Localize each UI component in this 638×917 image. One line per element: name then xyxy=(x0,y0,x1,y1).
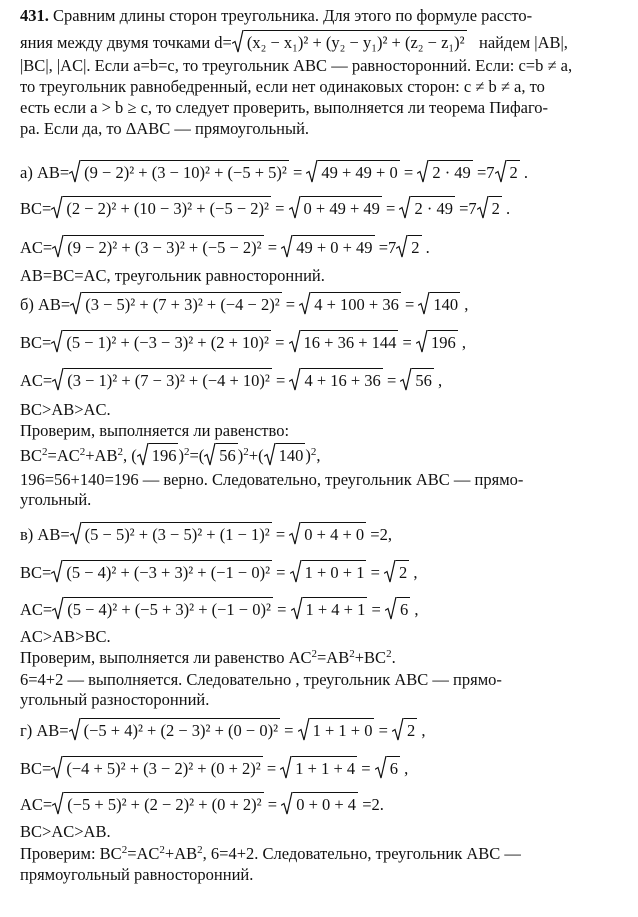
radicand: 1 + 1 + 0 xyxy=(312,721,373,740)
radical xyxy=(63,196,271,220)
radical xyxy=(396,560,409,584)
term: ) xyxy=(178,446,184,465)
radical xyxy=(404,718,417,742)
radical xyxy=(387,756,400,780)
radicand: (5 − 1)² + (−3 − 3)² + (2 + 10)² xyxy=(66,333,269,352)
exponent: 2 xyxy=(159,844,165,856)
exponent: 2 xyxy=(79,446,86,458)
text: =AB xyxy=(317,648,350,667)
radical xyxy=(429,160,473,184)
radicand: 4 + 16 + 36 xyxy=(304,371,381,390)
radical xyxy=(428,330,458,354)
part-v-check xyxy=(20,648,396,668)
radicand: (5 − 4)² + (−3 + 3)² + (−1 − 0)² xyxy=(66,563,271,582)
term: =AC xyxy=(47,446,80,465)
part-b-ab: б) AB= (3 − 5)² + (7 + 3)² + (−4 − 2)² = 4 + 100 + 36 = 140 , xyxy=(20,292,468,316)
radical xyxy=(82,292,281,316)
label: BC= xyxy=(20,333,52,352)
radicand: 2 · 49 xyxy=(414,199,453,218)
label: а) AB= xyxy=(20,163,70,182)
exponent: 2 xyxy=(349,648,355,660)
radicand: 196 xyxy=(430,333,456,352)
radical xyxy=(397,597,410,621)
radical xyxy=(301,368,382,392)
intro-line-3: |BC|, |AC|. Если a=b=c, то треугольник ABC — равносторонний. Если: c=b ≠ a, xyxy=(20,56,573,75)
radicand: 1 + 4 + 1 xyxy=(305,600,366,619)
part-v-ab: в) AB= (5 − 5)² + (3 − 5)² + (1 − 1)² = 0 + 4 + 0 =2, xyxy=(20,522,392,546)
part-g-order: BC>AC>AB. xyxy=(20,822,111,841)
radical xyxy=(311,292,401,316)
part-b-equality xyxy=(20,443,320,467)
radical xyxy=(276,443,306,467)
exponent: 2 xyxy=(197,844,203,856)
exponent: 2 xyxy=(117,446,123,458)
radical xyxy=(216,443,238,467)
result: =7 xyxy=(459,199,477,218)
distance-formula-radical xyxy=(244,30,467,54)
exponent: 2 xyxy=(386,648,392,660)
part-a-conclusion: AB=BC=AC, треугольник равносторонний. xyxy=(20,266,325,285)
part-a-bc: BC= (2 − 2)² + (10 − 3)² + (−5 − 2)² = 0 + 49 + 49 = 2 · 49 =7 2 . xyxy=(20,196,510,220)
radicand: 2 xyxy=(491,199,500,218)
radicand: 0 + 49 + 49 xyxy=(303,199,380,218)
term: +( xyxy=(248,446,264,465)
radical xyxy=(412,368,434,392)
intro-line-2 xyxy=(20,30,568,54)
radicand: (5 − 4)² + (−5 + 3)² + (−1 − 0)² xyxy=(67,600,271,619)
radical xyxy=(81,160,289,184)
exponent: 2 xyxy=(311,648,317,660)
intro-line-5: есть если a > b ≥ c, то следует проверить, выполняется ли теорема Пифаго- xyxy=(20,98,549,117)
term: =( xyxy=(189,446,205,465)
radicand: 49 + 49 + 0 xyxy=(321,163,398,182)
part-g-ab: г) AB= (−5 + 4)² + (2 − 3)² + (0 − 0)² = 1 + 1 + 0 = 2 , xyxy=(20,718,426,742)
text: Проверим, выполняется ли равенство AC xyxy=(20,648,312,667)
radical xyxy=(301,196,382,220)
radical xyxy=(63,330,271,354)
label: AC= xyxy=(20,600,53,619)
radicand: (3 − 5)² + (7 + 3)² + (−4 − 2)² xyxy=(85,295,280,314)
text: , 6=4+2. Следовательно, треугольник ABC — xyxy=(202,844,521,863)
intro-line-6: ра. Если да, то ΔABC — прямоугольный. xyxy=(20,119,310,138)
radical xyxy=(63,560,272,584)
radical xyxy=(64,597,273,621)
label: AC= xyxy=(20,238,53,257)
text: +AB xyxy=(164,844,198,863)
text: +BC xyxy=(354,648,387,667)
radicand: (9 − 2)² + (3 − 10)² + (−5 + 5)² xyxy=(84,163,287,182)
radicand: 0 + 0 + 4 xyxy=(296,795,357,814)
part-g-bc: BC= (−4 + 5)² + (3 − 2)² + (0 + 2)² = 1 + 1 + 4 = 6 , xyxy=(20,756,408,780)
part-v-verify-1: 6=4+2 — выполняется. Следовательно , треугольник ABC — прямо- xyxy=(20,670,502,689)
radicand: 2 xyxy=(407,721,416,740)
radicand: (−5 + 4)² + (2 − 3)² + (0 − 0)² xyxy=(83,721,279,740)
exponent: 2 xyxy=(183,446,190,458)
exponent: 2 xyxy=(310,446,317,458)
term: , ( xyxy=(122,446,137,465)
exponent: 2 xyxy=(121,844,128,856)
part-a-ab: а) AB= (9 − 2)² + (3 − 10)² + (−5 + 5)² = 49 + 49 + 0 = 2 · 49 =7 2 . xyxy=(20,160,528,184)
part-v-verify-2: угольный разносторонний. xyxy=(20,690,210,709)
radical xyxy=(81,718,280,742)
radicand: 196 xyxy=(151,446,177,465)
part-b-bc: BC= (5 − 1)² + (−3 − 3)² + (2 + 10)² = 16 + 36 + 144 = 196 , xyxy=(20,330,466,354)
radicand: 0 + 4 + 0 xyxy=(304,525,365,544)
radical xyxy=(64,368,272,392)
radical xyxy=(507,160,520,184)
radical xyxy=(293,235,374,259)
term: BC xyxy=(20,446,43,465)
intro-text-2a: яния между двумя точками d= xyxy=(20,33,232,52)
radical xyxy=(301,522,366,546)
intro-line-1 xyxy=(20,6,532,26)
exponent: 2 xyxy=(42,446,48,458)
part-g-ac: AC= (−5 + 5)² + (2 − 2)² + (0 + 2)² = 0 + 0 + 4 =2. xyxy=(20,792,384,816)
part-v-order: AC>AB>BC. xyxy=(20,627,111,646)
part-b-ac: AC= (3 − 1)² + (7 − 3)² + (−4 + 10)² = 4 + 16 + 36 = 56 , xyxy=(20,368,442,392)
part-g-check xyxy=(20,844,521,864)
part-b-check: Проверим, выполняется ли равенство: xyxy=(20,421,290,440)
radical xyxy=(303,597,368,621)
radical xyxy=(310,718,375,742)
text: . xyxy=(391,648,396,667)
radical xyxy=(292,756,357,780)
radicand: 2 xyxy=(399,563,408,582)
term: +AB xyxy=(85,446,118,465)
term: ) xyxy=(237,446,244,465)
term: ) xyxy=(305,446,311,465)
label: BC= xyxy=(20,199,52,218)
radicand: 6 xyxy=(389,759,398,778)
exponent: 2 xyxy=(243,446,249,458)
radicand: (−5 + 5)² + (2 − 2)² + (0 + 2)² xyxy=(67,795,262,814)
radical xyxy=(293,792,358,816)
label: б) AB= xyxy=(20,295,71,314)
label: г) AB= xyxy=(20,721,69,740)
part-b-verify-1: 196=56+140=196 — верно. Следовательно, треугольник ABC — прямо- xyxy=(20,470,524,489)
radicand: 6 xyxy=(399,600,409,619)
radicand: 16 + 36 + 144 xyxy=(303,333,397,352)
radicand: (5 − 5)² + (3 − 5)² + (1 − 1)² xyxy=(84,525,270,544)
radicand: 56 xyxy=(415,371,432,390)
problem-number: 431. xyxy=(20,6,49,25)
label: AC= xyxy=(20,371,53,390)
part-a-ac: AC= (9 − 2)² + (3 − 3)² + (−5 − 2)² = 49 + 0 + 49 =7 2 . xyxy=(20,235,430,259)
radical xyxy=(430,292,460,316)
radicand: 49 + 0 + 49 xyxy=(296,238,373,257)
label: в) AB= xyxy=(20,525,70,544)
radical xyxy=(489,196,502,220)
radicand: 4 + 100 + 36 xyxy=(314,295,399,314)
radicand: (−4 + 5)² + (3 − 2)² + (0 + 2)² xyxy=(66,759,261,778)
radicand: (9 − 2)² + (3 − 3)² + (−5 − 2)² xyxy=(67,238,262,257)
part-v-bc: BC= (5 − 4)² + (−3 + 3)² + (−1 − 0)² = 1 + 0 + 1 = 2 , xyxy=(20,560,418,584)
radicand: 2 xyxy=(411,238,420,257)
intro-text-2b: найдем |AB|, xyxy=(479,33,568,52)
radical xyxy=(318,160,399,184)
radical xyxy=(301,330,399,354)
result: =2. xyxy=(362,795,384,814)
radicand: 2 · 49 xyxy=(432,163,471,182)
label: BC= xyxy=(20,759,52,778)
part-b-order: BC>AB>AC. xyxy=(20,400,111,419)
radical xyxy=(408,235,421,259)
label: BC= xyxy=(20,563,52,582)
result: =7 xyxy=(476,163,495,182)
result: =7 xyxy=(378,238,397,257)
radicand: 56 xyxy=(219,446,236,465)
part-g-verify-2: прямоугольный равносторонний. xyxy=(20,865,254,884)
radical xyxy=(63,756,262,780)
radicand: 1 + 0 + 1 xyxy=(304,563,365,582)
radicand: 140 xyxy=(433,295,459,314)
part-b-verify-2: угольный. xyxy=(20,490,92,509)
distance-formula: (x₂ − x₁)² + (y₂ − y₁)² + (z₂ − z₁)² xyxy=(246,33,465,52)
radicand: (3 − 1)² + (7 − 3)² + (−4 + 10)² xyxy=(67,371,270,390)
intro-text-1: Сравним длины сторон треугольника. Для этого по формуле рассто- xyxy=(53,6,533,25)
radical xyxy=(64,792,263,816)
radical xyxy=(64,235,263,259)
radicand: 2 xyxy=(509,163,518,182)
radical xyxy=(302,560,367,584)
text: =AC xyxy=(127,844,160,863)
radicand: (2 − 2)² + (10 − 3)² + (−5 − 2)² xyxy=(66,199,269,218)
intro-line-4: то треугольник равнобедренный, если нет одинаковых сторон: c ≠ b ≠ a, то xyxy=(20,77,545,96)
text: Проверим: BC xyxy=(20,844,122,863)
radicand: 1 + 1 + 4 xyxy=(295,759,356,778)
term: , xyxy=(316,446,321,465)
radical xyxy=(149,443,179,467)
radicand: 140 xyxy=(278,446,304,465)
part-v-ac: AC= (5 − 4)² + (−5 + 3)² + (−1 − 0)² = 1 + 4 + 1 = 6 , xyxy=(20,597,418,621)
result: =2, xyxy=(370,525,392,544)
radical xyxy=(82,522,272,546)
radical xyxy=(411,196,455,220)
label: AC= xyxy=(20,795,53,814)
